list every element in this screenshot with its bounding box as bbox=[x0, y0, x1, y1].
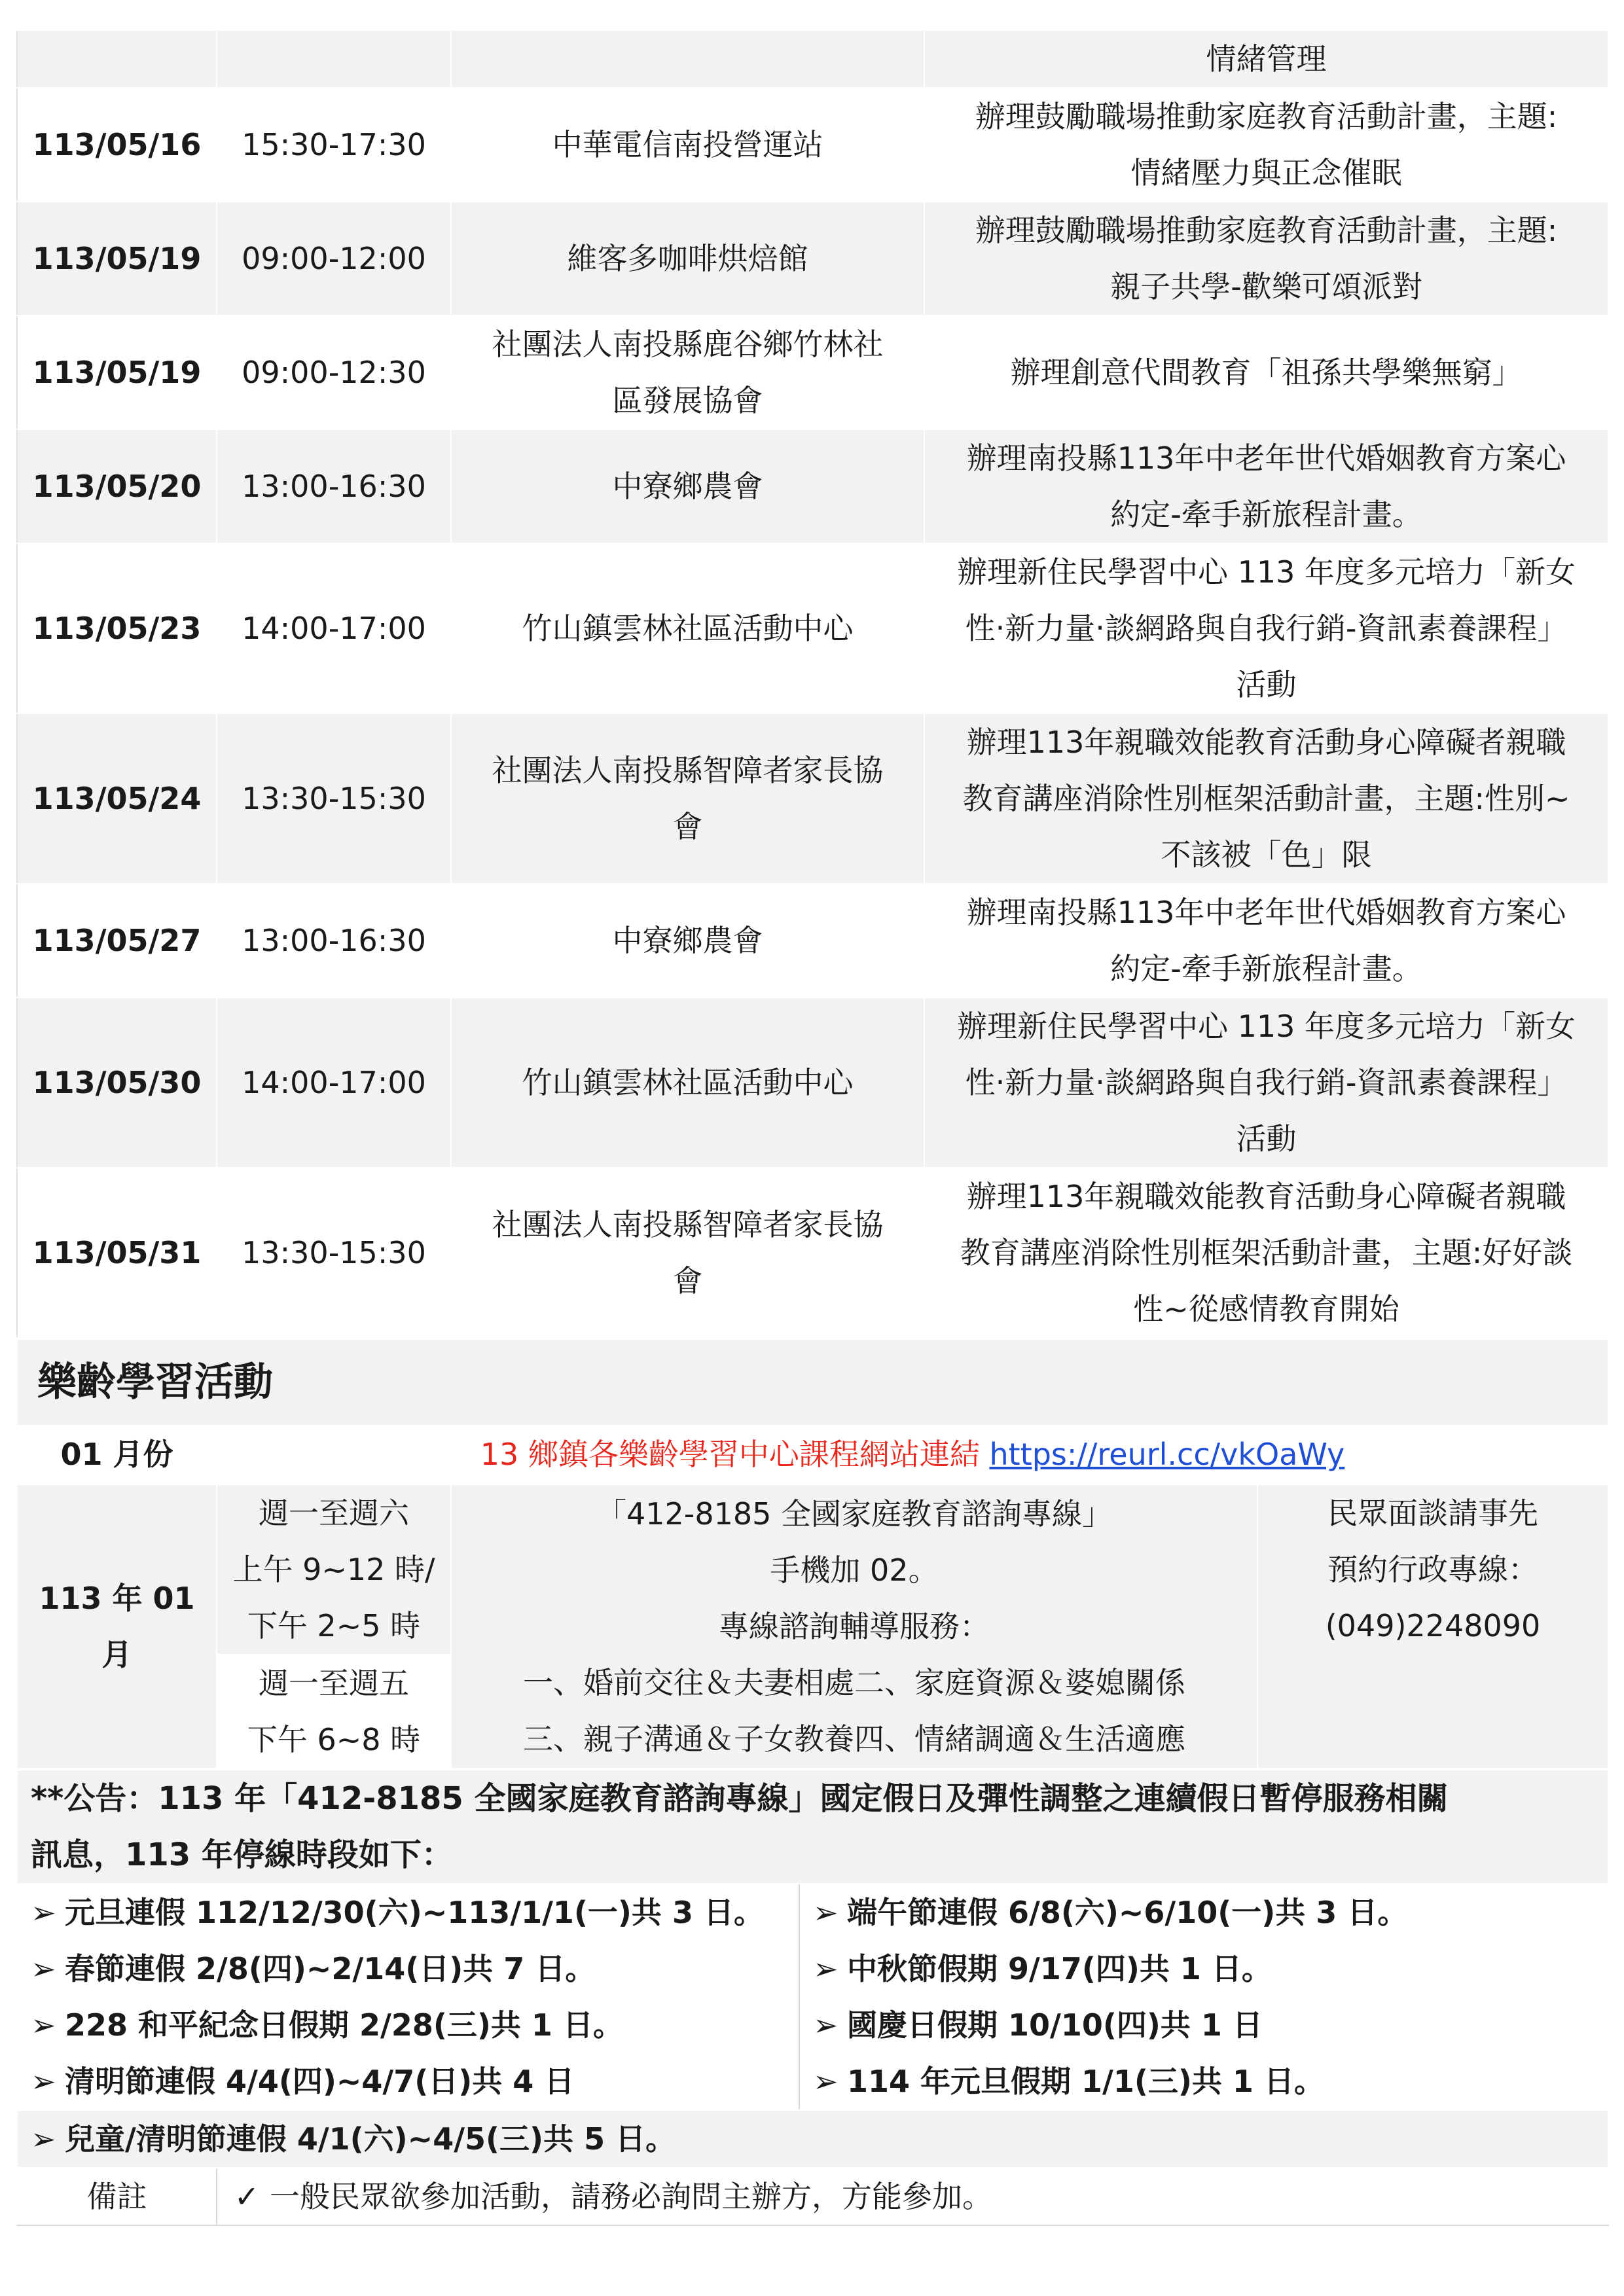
venue-line: 社團法人南投縣智障者家長協 bbox=[492, 1207, 884, 1242]
date-cell: 113/05/16 bbox=[17, 88, 217, 202]
list-item: ➢ 114 年元旦假期 1/1(三)共 1 日。 bbox=[813, 2053, 1595, 2109]
table-row bbox=[17, 429, 1608, 543]
month-label: 01 月份 bbox=[17, 1426, 217, 1483]
arrow-bullet-icon: ➢ bbox=[31, 2064, 56, 2099]
time-cell: 13:30-15:30 bbox=[217, 1168, 451, 1338]
topic-line: 辦理113年親職效能教育活動身心障礙者親職 bbox=[966, 1179, 1566, 1214]
time-cell: 13:30-15:30 bbox=[217, 713, 451, 884]
table-row bbox=[17, 1168, 1608, 1338]
arrow-bullet-icon: ➢ bbox=[31, 1895, 56, 1930]
remark-text: ✓ 一般民眾欲參加活動，請務必詢問主辦方，方能參加。 bbox=[217, 2168, 1608, 2225]
hours-line: 下午 6~8 時 bbox=[247, 1722, 421, 1757]
holiday-list-right bbox=[799, 1884, 1608, 2110]
date-cell: 113/05/30 bbox=[17, 997, 217, 1168]
date-cell: 113/05/20 bbox=[17, 429, 217, 543]
topic-line: 約定-牽手新旅程計畫。 bbox=[1110, 497, 1422, 532]
topic-line: 辦理創意代間教育「祖孫共學樂無窮」 bbox=[1010, 355, 1523, 390]
topic-line: 辦理南投縣113年中老年世代婚姻教育方案心 bbox=[966, 440, 1566, 476]
learning-center-link[interactable]: https://reurl.cc/vkOaWy bbox=[989, 1437, 1345, 1472]
topic-line: 性~從感情教育開始 bbox=[1133, 1291, 1399, 1327]
arrow-bullet-icon: ➢ bbox=[813, 1895, 839, 1930]
list-item: ➢ 清明節連假 4/4(四)~4/7(日)共 4 日 bbox=[31, 2053, 785, 2109]
table-row bbox=[17, 997, 1608, 1168]
time-cell: 14:00-17:00 bbox=[217, 997, 451, 1168]
hotline-hours-evening bbox=[217, 1655, 451, 1768]
topic-line: 活動 bbox=[1236, 1121, 1297, 1157]
topic-cell bbox=[924, 884, 1608, 997]
date-cell: 113/05/24 bbox=[17, 713, 217, 884]
venue-line: 中寮鄉農會 bbox=[612, 923, 763, 958]
arrow-bullet-icon: ➢ bbox=[813, 1951, 839, 1986]
link-caption: 13 鄉鎮各樂齡學習中心課程網站連結 bbox=[480, 1437, 980, 1472]
topic-line: 辦理鼓勵職場推動家庭教育活動計畫，主題: bbox=[975, 213, 1558, 248]
topic-line: 不該被「色」限 bbox=[1161, 837, 1372, 872]
venue-line: 會 bbox=[672, 809, 703, 844]
topic-line: 辦理113年親職效能教育活動身心障礙者親職 bbox=[966, 725, 1566, 760]
list-item: ➢ 端午節連假 6/8(六)~6/10(一)共 3 日。 bbox=[813, 1884, 1595, 1941]
topic-line: 辦理南投縣113年中老年世代婚姻教育方案心 bbox=[966, 895, 1566, 930]
table-row bbox=[17, 884, 1608, 997]
venue-line: 中華電信南投營運站 bbox=[552, 127, 823, 162]
venue-line: 維客多咖啡烘焙館 bbox=[567, 241, 808, 276]
topic-line: 情緒壓力與正念催眠 bbox=[1130, 155, 1402, 190]
learning-link-row bbox=[217, 1426, 1608, 1483]
table-row bbox=[17, 88, 1608, 202]
venue-line: 社團法人南投縣鹿谷鄉竹林社 bbox=[492, 327, 884, 362]
topic-line: 辦理新住民學習中心 113 年度多元培力「新女 bbox=[956, 554, 1576, 590]
topic-cell bbox=[924, 997, 1608, 1168]
date-cell: 113/05/19 bbox=[17, 202, 217, 315]
service-line: 手機加 02。 bbox=[770, 1552, 939, 1588]
arrow-bullet-icon: ➢ bbox=[813, 2064, 839, 2099]
contact-line: 民眾面談請事先 bbox=[1327, 1496, 1538, 1531]
time-cell: 15:30-17:30 bbox=[217, 88, 451, 202]
list-item: ➢ 228 和平紀念日假期 2/28(三)共 1 日。 bbox=[31, 1997, 785, 2053]
hours-line: 下午 2~5 時 bbox=[247, 1608, 421, 1643]
arrow-bullet-icon: ➢ bbox=[31, 2121, 56, 2157]
topic-line: 辦理新住民學習中心 113 年度多元培力「新女 bbox=[956, 1009, 1576, 1044]
service-line: 專線諮詢輔導服務： bbox=[719, 1609, 990, 1644]
venue-line: 竹山鎮雲林社區活動中心 bbox=[522, 611, 854, 646]
venue-cell bbox=[451, 713, 924, 884]
hotline-contact bbox=[1257, 1484, 1608, 1768]
topic-line: 辦理鼓勵職場推動家庭教育活動計畫，主題: bbox=[975, 99, 1558, 134]
topic-line: 性‧新力量‧談網路與自我行銷-資訊素養課程」 bbox=[965, 1065, 1568, 1100]
time-cell: 14:00-17:00 bbox=[217, 543, 451, 713]
venue-cell bbox=[451, 543, 924, 713]
contact-line: (049)2248090 bbox=[1325, 1608, 1541, 1643]
venue-line: 中寮鄉農會 bbox=[612, 469, 763, 504]
hotline-table bbox=[16, 1484, 1609, 1769]
list-item: ➢ 春節連假 2/8(四)~2/14(日)共 7 日。 bbox=[31, 1941, 785, 1997]
venue-line: 會 bbox=[672, 1263, 703, 1299]
topic-line: 親子共學-歡樂可頌派對 bbox=[1110, 269, 1422, 304]
page bbox=[16, 29, 1608, 2226]
activity-schedule-table bbox=[16, 29, 1609, 1338]
topic-cell bbox=[924, 202, 1608, 315]
hotline-hours-day bbox=[217, 1484, 451, 1655]
contact-line: 預約行政專線： bbox=[1327, 1552, 1538, 1587]
time-cell: 09:00-12:00 bbox=[217, 202, 451, 315]
notice-text: **公告：113 年「412-8185 全國家庭教育諮詢專線」國定假日及彈性調整之連續假日暫停服務相關 訊息，113 年停線時段如下： bbox=[17, 1770, 1608, 1884]
table-row bbox=[17, 713, 1608, 884]
time-cell: 13:00-16:30 bbox=[217, 884, 451, 997]
topic-line: 活動 bbox=[1236, 667, 1297, 702]
hours-line: 上午 9~12 時/ bbox=[232, 1552, 435, 1587]
topic-cell bbox=[924, 88, 1608, 202]
hotline-service bbox=[451, 1484, 1257, 1768]
time-cell: 13:00-16:30 bbox=[217, 429, 451, 543]
topic-cell bbox=[924, 543, 1608, 713]
venue-cell bbox=[451, 884, 924, 997]
venue-cell bbox=[451, 88, 924, 202]
learning-table bbox=[16, 1338, 1609, 1484]
service-line: 三、親子溝通＆子女教養四、情緒調適＆生活適應 bbox=[523, 1721, 1185, 1757]
topic-cell bbox=[924, 713, 1608, 884]
table-row bbox=[17, 315, 1608, 429]
venue-line: 區發展協會 bbox=[612, 383, 763, 418]
section-title: 樂齡學習活動 bbox=[17, 1339, 1608, 1426]
time-cell: 09:00-12:30 bbox=[217, 315, 451, 429]
list-item: ➢ 中秋節假期 9/17(四)共 1 日。 bbox=[813, 1941, 1595, 1997]
topic-line: 約定-牽手新旅程計畫。 bbox=[1110, 951, 1422, 986]
table-row bbox=[17, 202, 1608, 315]
list-item: ➢ 元旦連假 112/12/30(六)~113/1/1(一)共 3 日。 bbox=[31, 1884, 785, 1941]
arrow-bullet-icon: ➢ bbox=[31, 1951, 56, 1986]
venue-line: 社團法人南投縣智障者家長協 bbox=[492, 753, 884, 788]
date-cell: 113/05/27 bbox=[17, 884, 217, 997]
venue-cell bbox=[451, 202, 924, 315]
table-row bbox=[17, 543, 1608, 713]
table-row bbox=[17, 30, 1608, 88]
holiday-bottom-item: ➢ 兒童/清明節連假 4/1(六)~4/5(三)共 5 日。 bbox=[17, 2110, 1608, 2168]
venue-cell bbox=[451, 315, 924, 429]
hotline-period: 113 年 01 月 bbox=[17, 1484, 217, 1768]
topic-line: 性‧新力量‧談網路與自我行銷-資訊素養課程」 bbox=[965, 611, 1568, 646]
hours-line: 週一至週五 bbox=[259, 1666, 409, 1701]
topic-cell: 情緒管理 bbox=[924, 30, 1608, 88]
date-cell: 113/05/19 bbox=[17, 315, 217, 429]
topic-line: 教育講座消除性別框架活動計畫，主題:性別~ bbox=[962, 781, 1570, 816]
venue-cell bbox=[451, 1168, 924, 1338]
service-line: 「412-8185 全國家庭教育諮詢專線」 bbox=[596, 1496, 1113, 1532]
arrow-bullet-icon: ➢ bbox=[31, 2007, 56, 2043]
remark-label: 備註 bbox=[17, 2168, 217, 2225]
date-cell: 113/05/31 bbox=[17, 1168, 217, 1338]
venue-cell bbox=[451, 997, 924, 1168]
check-icon: ✓ bbox=[234, 2179, 260, 2214]
topic-line: 教育講座消除性別框架活動計畫，主題:好好談 bbox=[960, 1235, 1573, 1270]
topic-cell bbox=[924, 429, 1608, 543]
arrow-bullet-icon: ➢ bbox=[813, 2007, 839, 2043]
list-item: ➢ 國慶日假期 10/10(四)共 1 日 bbox=[813, 1997, 1595, 2053]
venue-line: 竹山鎮雲林社區活動中心 bbox=[522, 1065, 854, 1100]
service-line: 一、婚前交往＆夫妻相處二、家庭資源＆婆媳關係 bbox=[523, 1665, 1185, 1700]
topic-cell bbox=[924, 1168, 1608, 1338]
notice-table bbox=[16, 1769, 1609, 2226]
venue-cell bbox=[451, 429, 924, 543]
topic-cell bbox=[924, 315, 1608, 429]
date-cell: 113/05/23 bbox=[17, 543, 217, 713]
holiday-list-left bbox=[17, 1884, 799, 2110]
hours-line: 週一至週六 bbox=[259, 1496, 409, 1531]
